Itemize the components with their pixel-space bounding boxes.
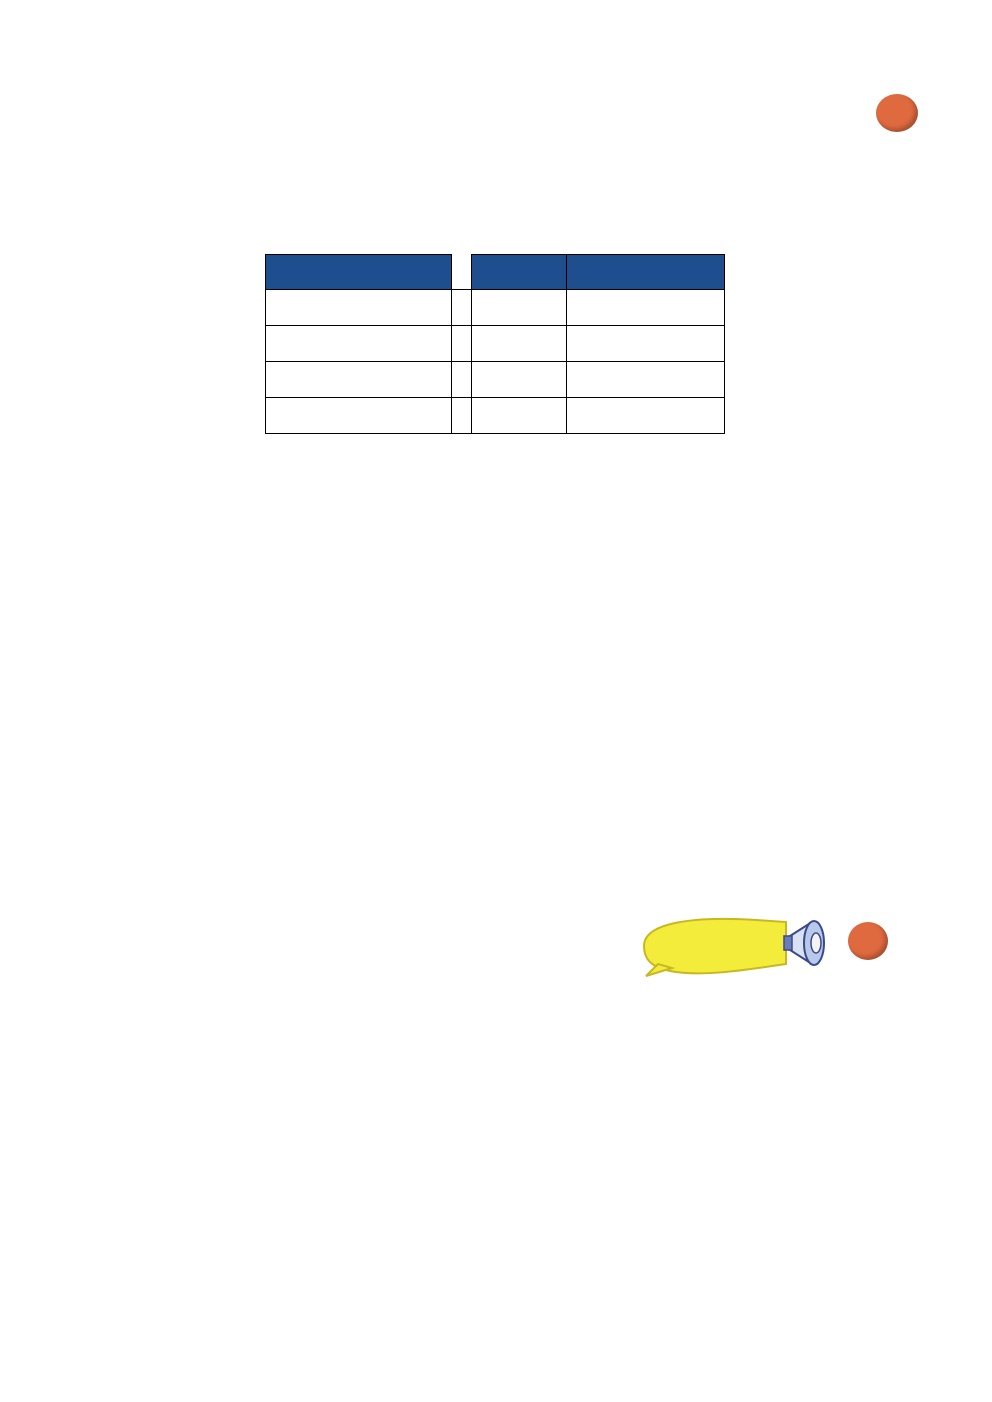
coordinate-plane: [296, 462, 696, 846]
cell-pair: [266, 326, 452, 362]
table-row: [266, 326, 725, 362]
cell-bags: [567, 290, 725, 326]
cell-bags: [567, 398, 725, 434]
table-row: [266, 398, 725, 434]
cell-bags: [567, 326, 725, 362]
header-bags-count: [567, 255, 725, 290]
table-row: [266, 290, 725, 326]
cell-pair: [266, 398, 452, 434]
cell-pair: [266, 362, 452, 398]
cell-weight: [471, 362, 567, 398]
function-table: [265, 254, 725, 431]
cell-weight: [471, 290, 567, 326]
talk-megaphone-icon: [636, 906, 836, 978]
header-ordered-pairs: [266, 255, 452, 290]
header-weight: [471, 255, 567, 290]
cell-bags: [567, 362, 725, 398]
table-row: [266, 362, 725, 398]
cell-weight: [471, 326, 567, 362]
question-8-number-badge: [848, 922, 888, 960]
cell-pair: [266, 290, 452, 326]
cell-weight: [471, 398, 567, 434]
question-7-number-badge: [876, 94, 918, 132]
